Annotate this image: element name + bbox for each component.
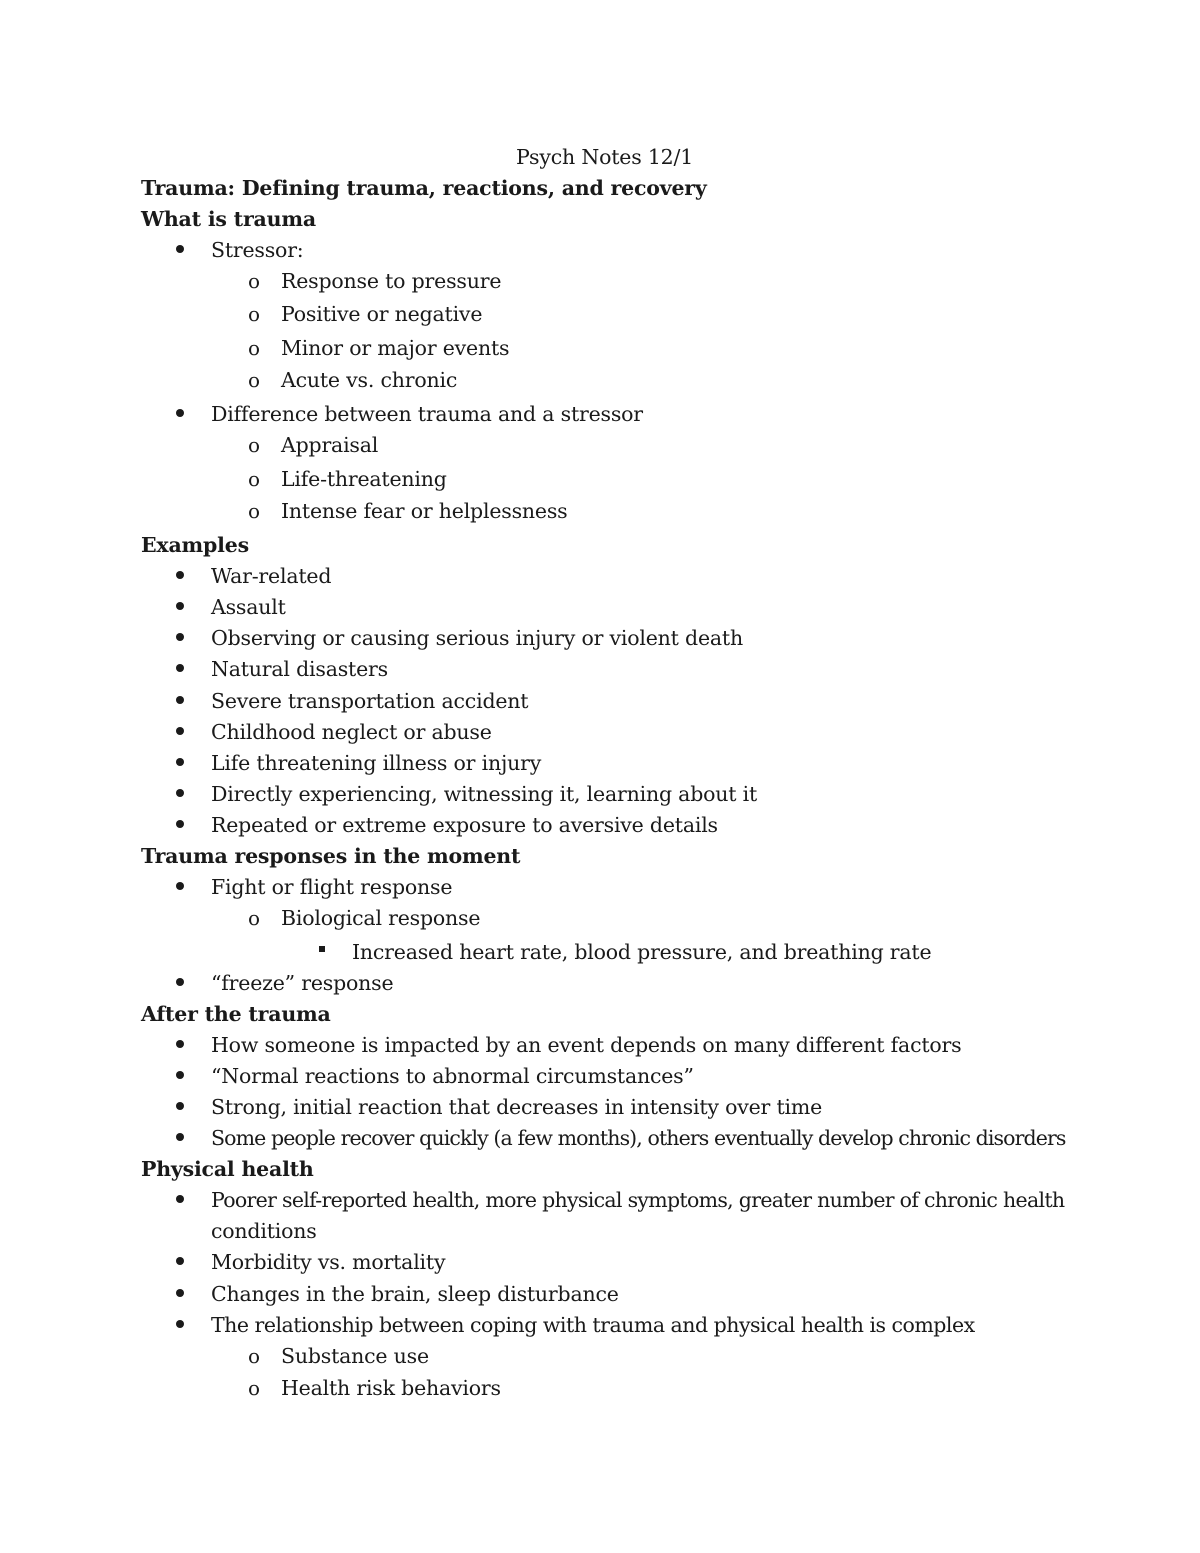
sub-list-item: Response to pressure bbox=[281, 269, 502, 293]
bullet-icon bbox=[176, 1195, 184, 1203]
section-heading: What is trauma bbox=[141, 207, 316, 231]
list-item: Severe transportation accident bbox=[211, 689, 529, 713]
list-item: Childhood neglect or abuse bbox=[211, 720, 492, 744]
sub-list-item: Life-threatening bbox=[281, 467, 447, 491]
circle-bullet-icon: o bbox=[248, 467, 261, 491]
bullet-icon bbox=[176, 758, 184, 766]
bullet-icon bbox=[176, 602, 184, 610]
list-item: Difference between trauma and a stressor bbox=[211, 402, 643, 426]
bullet-icon bbox=[176, 727, 184, 735]
list-item: Assault bbox=[211, 595, 286, 619]
list-item: Observing or causing serious injury or violent death bbox=[211, 626, 743, 650]
circle-bullet-icon: o bbox=[248, 336, 261, 360]
sub-list-item: Acute vs. chronic bbox=[281, 368, 458, 392]
square-bullet-icon bbox=[319, 946, 325, 952]
bullet-icon bbox=[176, 1289, 184, 1297]
list-item: Morbidity vs. mortality bbox=[211, 1250, 446, 1274]
circle-bullet-icon: o bbox=[248, 433, 261, 457]
circle-bullet-icon: o bbox=[248, 906, 261, 930]
list-item: War-related bbox=[211, 564, 332, 588]
bullet-icon bbox=[176, 978, 184, 986]
section-heading: Trauma responses in the moment bbox=[141, 844, 521, 868]
circle-bullet-icon: o bbox=[248, 269, 261, 293]
sub-list-item: Biological response bbox=[281, 906, 481, 930]
list-item: Strong, initial reaction that decreases in intensity over time bbox=[211, 1095, 823, 1119]
list-item: Natural disasters bbox=[211, 657, 388, 681]
sub-list-item: Positive or negative bbox=[281, 302, 483, 326]
sub-list-item: Intense fear or helplessness bbox=[281, 499, 568, 523]
bullet-icon bbox=[176, 820, 184, 828]
list-item: Poorer self-reported health, more physical symptoms, greater number of chronic health bbox=[211, 1188, 1065, 1212]
section-heading: Examples bbox=[141, 533, 249, 557]
sub-sub-list-item: Increased heart rate, blood pressure, and breathing rate bbox=[352, 940, 932, 964]
list-item: Changes in the brain, sleep disturbance bbox=[211, 1282, 619, 1306]
sub-list-item: Appraisal bbox=[281, 433, 379, 457]
bullet-icon bbox=[176, 664, 184, 672]
circle-bullet-icon: o bbox=[248, 1376, 261, 1400]
bullet-icon bbox=[176, 1320, 184, 1328]
bullet-icon bbox=[176, 1133, 184, 1141]
section-heading: Physical health bbox=[141, 1157, 314, 1181]
bullet-icon bbox=[176, 245, 184, 253]
bullet-icon bbox=[176, 409, 184, 417]
bullet-icon bbox=[176, 1102, 184, 1110]
bullet-icon bbox=[176, 633, 184, 641]
bullet-icon bbox=[176, 696, 184, 704]
section-heading: After the trauma bbox=[141, 1002, 331, 1026]
list-item: Repeated or extreme exposure to aversive details bbox=[211, 813, 718, 837]
bullet-icon bbox=[176, 1040, 184, 1048]
bullet-icon bbox=[176, 882, 184, 890]
sub-list-item: Minor or major events bbox=[281, 336, 510, 360]
list-item: Stressor: bbox=[211, 238, 304, 262]
sub-list-item: Health risk behaviors bbox=[281, 1376, 501, 1400]
circle-bullet-icon: o bbox=[248, 499, 261, 523]
list-item: Directly experiencing, witnessing it, learning about it bbox=[211, 782, 758, 806]
list-item: “Normal reactions to abnormal circumstances” bbox=[211, 1064, 694, 1088]
list-item: The relationship between coping with trauma and physical health is complex bbox=[211, 1313, 975, 1337]
list-item: Fight or flight response bbox=[211, 875, 453, 899]
circle-bullet-icon: o bbox=[248, 368, 261, 392]
list-item-continuation: conditions bbox=[211, 1219, 317, 1243]
page-title: Psych Notes 12/1 bbox=[516, 145, 694, 169]
list-item: How someone is impacted by an event depends on many different factors bbox=[211, 1033, 962, 1057]
sub-list-item: Substance use bbox=[281, 1344, 429, 1368]
bullet-icon bbox=[176, 571, 184, 579]
circle-bullet-icon: o bbox=[248, 302, 261, 326]
list-item: Life threatening illness or injury bbox=[211, 751, 542, 775]
bullet-icon bbox=[176, 1257, 184, 1265]
bullet-icon bbox=[176, 789, 184, 797]
bullet-icon bbox=[176, 1071, 184, 1079]
list-item: Some people recover quickly (a few months), others eventually develop chronic disorders bbox=[211, 1126, 1066, 1150]
topic-heading: Trauma: Defining trauma, reactions, and recovery bbox=[141, 176, 707, 200]
list-item: “freeze” response bbox=[211, 971, 394, 995]
circle-bullet-icon: o bbox=[248, 1344, 261, 1368]
